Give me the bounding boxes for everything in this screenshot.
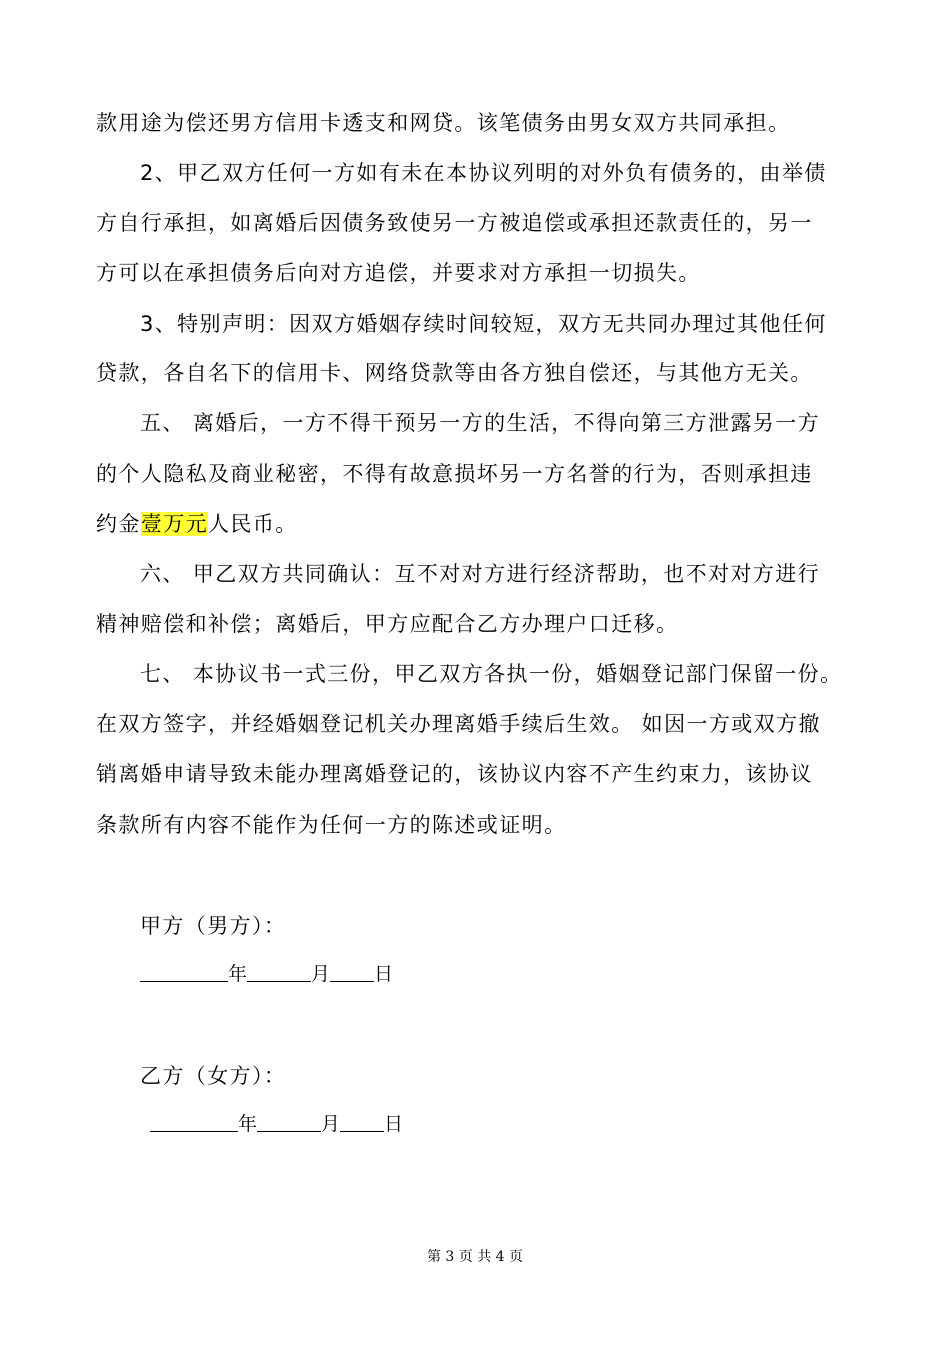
- day-label: 日: [384, 1113, 404, 1135]
- year-label: 年: [228, 963, 248, 985]
- month-blank: [247, 961, 311, 982]
- paragraph-line: 方可以在承担债务后向对方追偿，并要求对方承担一切损失。: [96, 261, 701, 285]
- paragraph-line: 3、特别声明：因双方婚姻存续时间较短，双方无共同办理过其他任何: [140, 312, 827, 336]
- paragraph-line: [96, 509, 298, 539]
- paragraph-line: 销离婚申请导致未能办理离婚登记的，该协议内容不产生约束力，该协议: [96, 762, 813, 786]
- paragraph-line: 贷款，各自名下的信用卡、网络贷款等由各方独自偿还，与其他方无关。: [96, 361, 813, 385]
- paragraph-line: 款用途为偿还男方信用卡透支和网贷。该笔债务由男女双方共同承担。: [96, 111, 791, 135]
- day-label: 日: [374, 963, 394, 985]
- year-blank: [140, 961, 228, 982]
- party-a-label: 甲方（男方）：: [140, 914, 287, 938]
- year-blank: [150, 1111, 238, 1132]
- highlighted-amount: 壹万元: [140, 512, 209, 536]
- party-a-date-line: [140, 960, 393, 988]
- paragraph-line: 2、甲乙双方任何一方如有未在本协议列明的对外负有债务的，由举债: [140, 161, 827, 185]
- month-label: 月: [311, 963, 331, 985]
- paragraph-line: 的个人隐私及商业秘密，不得有故意损坏另一方名誉的行为，否则承担违: [96, 462, 813, 486]
- paragraph-line: 六、 甲乙双方共同确认：互不对对方进行经济帮助，也不对对方进行: [140, 562, 821, 586]
- year-label: 年: [238, 1113, 258, 1135]
- paragraph-line: 条款所有内容不能作为任何一方的陈述或证明。: [96, 813, 567, 837]
- paragraph-line: 七、 本协议书一式三份，甲乙双方各执一份，婚姻登记部门保留一份。: [140, 662, 843, 686]
- paragraph-line: 五、 离婚后，一方不得干预另一方的生活，不得向第三方泄露另一方: [140, 411, 821, 435]
- page-footer: 第 3 页 共 4 页: [426, 1249, 524, 1265]
- month-label: 月: [321, 1113, 341, 1135]
- party-b-label: 乙方（女方）：: [140, 1064, 287, 1088]
- month-blank: [257, 1111, 321, 1132]
- day-blank: [340, 1111, 384, 1132]
- text-run: 人民币。: [208, 512, 298, 536]
- day-blank: [330, 961, 374, 982]
- paragraph-line: 在双方签字，并经婚姻登记机关办理离婚手续后生效。 如因一方或双方撤: [96, 712, 821, 736]
- paragraph-line: 精神赔偿和补偿；离婚后，甲方应配合乙方办理户口迁移。: [96, 612, 679, 636]
- text-run: 约金: [96, 512, 141, 536]
- party-b-date-line: [150, 1110, 403, 1138]
- paragraph-line: 方自行承担，如离婚后因债务致使另一方被追偿或承担还款责任的，另一: [96, 211, 813, 235]
